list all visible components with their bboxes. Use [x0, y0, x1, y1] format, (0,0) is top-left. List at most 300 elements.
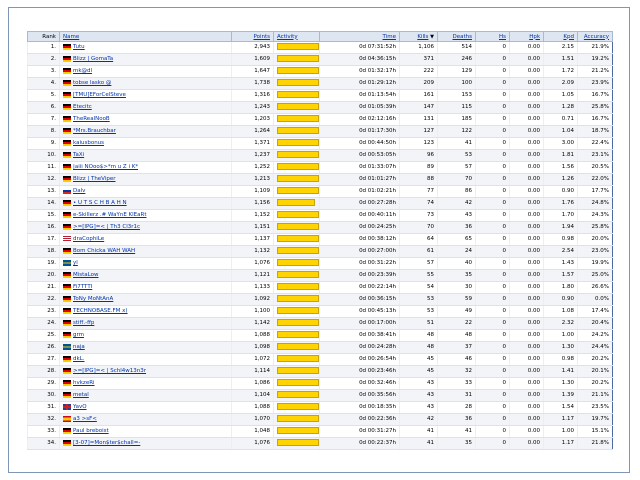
- activity-cell: [274, 102, 320, 114]
- hpk-cell: 0.00: [510, 354, 544, 366]
- activity-bar: [277, 235, 319, 242]
- deaths-cell: 35: [438, 270, 476, 282]
- kpd-cell: 1.76: [544, 198, 578, 210]
- deaths-cell: 35: [438, 438, 476, 450]
- deaths-cell: 43: [438, 210, 476, 222]
- activity-cell: [274, 42, 320, 54]
- activity-bar: [277, 283, 319, 290]
- accuracy-cell: 20.0%: [578, 234, 613, 246]
- headshots-cell: 0: [476, 126, 510, 138]
- kpd-cell: 1.28: [544, 102, 578, 114]
- sort-by-hpk-link[interactable]: Hpk: [529, 33, 540, 40]
- hpk-cell: 0.00: [510, 342, 544, 354]
- player-name-link[interactable]: metal: [73, 392, 89, 398]
- kpd-cell: 1.17: [544, 438, 578, 450]
- kills-cell: 41: [400, 426, 438, 438]
- rank-cell: 14.: [28, 198, 60, 210]
- player-cell: [60, 402, 232, 414]
- hpk-cell: 0.00: [510, 66, 544, 78]
- points-cell: 1,088: [232, 330, 274, 342]
- table-row: [28, 222, 613, 234]
- player-name-link[interactable]: >=[IPG]=< | Th3 Cl3r1c: [73, 224, 141, 230]
- kills-cell: 123: [400, 138, 438, 150]
- points-cell: 1,156: [232, 198, 274, 210]
- sort-by-kpd-link[interactable]: Kpd: [563, 33, 574, 40]
- kills-cell: 96: [400, 150, 438, 162]
- table-row: [28, 90, 613, 102]
- kpd-cell: 1.72: [544, 66, 578, 78]
- headshots-cell: 0: [476, 102, 510, 114]
- player-name-link[interactable]: [3-07]=Mon$ter$chall=-: [73, 440, 141, 446]
- accuracy-cell: 23.5%: [578, 402, 613, 414]
- headshots-cell: 0: [476, 390, 510, 402]
- activity-cell: [274, 402, 320, 414]
- hpk-cell: 0.00: [510, 294, 544, 306]
- hpk-cell: 0.00: [510, 150, 544, 162]
- deaths-cell: 40: [438, 258, 476, 270]
- player-name-link[interactable]: Tutu: [73, 44, 85, 50]
- kpd-cell: 1.17: [544, 414, 578, 426]
- country-flag-icon: [63, 296, 71, 302]
- player-name-link[interactable]: tobse lasko @: [73, 80, 112, 86]
- points-cell: 1,070: [232, 414, 274, 426]
- activity-bar: [277, 427, 319, 434]
- table-row: [28, 42, 613, 54]
- deaths-cell: 36: [438, 414, 476, 426]
- hpk-cell: 0.00: [510, 198, 544, 210]
- time-cell: 0d 00:53:05h: [320, 150, 400, 162]
- rank-cell: 11.: [28, 162, 60, 174]
- col-name[interactable]: [60, 32, 232, 42]
- kills-cell: 77: [400, 186, 438, 198]
- country-flag-icon: [63, 68, 71, 74]
- kpd-cell: 2.54: [544, 246, 578, 258]
- points-cell: 1,142: [232, 318, 274, 330]
- player-cell: [60, 258, 232, 270]
- activity-bar: [277, 79, 319, 86]
- activity-bar: [277, 379, 319, 386]
- player-name-link[interactable]: naja: [73, 344, 85, 350]
- player-name-link[interactable]: Dalv: [73, 188, 86, 194]
- headshots-cell: 0: [476, 246, 510, 258]
- points-cell: 1,152: [232, 210, 274, 222]
- country-flag-icon: [63, 176, 71, 182]
- country-flag-icon: [63, 308, 71, 314]
- rank-cell: 27.: [28, 354, 60, 366]
- deaths-cell: 32: [438, 366, 476, 378]
- headshots-cell: 0: [476, 138, 510, 150]
- accuracy-cell: 23.9%: [578, 78, 613, 90]
- time-cell: 0d 00:27:00h: [320, 246, 400, 258]
- time-cell: 0d 00:45:13h: [320, 306, 400, 318]
- points-cell: 1,264: [232, 126, 274, 138]
- deaths-cell: 48: [438, 330, 476, 342]
- kills-cell: 209: [400, 78, 438, 90]
- kills-cell: 131: [400, 114, 438, 126]
- headshots-cell: 0: [476, 162, 510, 174]
- kills-cell: 64: [400, 234, 438, 246]
- deaths-cell: 36: [438, 222, 476, 234]
- activity-cell: [274, 78, 320, 90]
- player-cell: [60, 378, 232, 390]
- activity-bar: [277, 199, 315, 206]
- kills-cell: 61: [400, 246, 438, 258]
- kills-cell: 57: [400, 258, 438, 270]
- hpk-cell: 0.00: [510, 246, 544, 258]
- hpk-cell: 0.00: [510, 366, 544, 378]
- player-name-link[interactable]: Bom Chicka WAH WAH: [73, 248, 136, 254]
- activity-bar: [277, 103, 319, 110]
- accuracy-cell: 25.8%: [578, 222, 613, 234]
- player-name-link[interactable]: • U T S C H B A H N: [73, 200, 127, 206]
- headshots-cell: 0: [476, 426, 510, 438]
- col-points[interactable]: [232, 32, 274, 42]
- accuracy-cell: 24.8%: [578, 198, 613, 210]
- col-rank-label: Rank: [42, 33, 56, 40]
- rank-cell: 29.: [28, 378, 60, 390]
- deaths-cell: 24: [438, 246, 476, 258]
- sort-by-kills-link[interactable]: Kills: [417, 33, 429, 40]
- player-name-link[interactable]: |aiii NOoo$>*m u Z i K*: [73, 164, 139, 170]
- rank-cell: 31.: [28, 402, 60, 414]
- time-cell: 0d 00:26:54h: [320, 354, 400, 366]
- rank-cell: 4.: [28, 78, 60, 90]
- player-name-link[interactable]: ToNy MoNtAnA: [73, 296, 114, 302]
- points-cell: 1,371: [232, 138, 274, 150]
- kills-cell: 41: [400, 438, 438, 450]
- activity-bar: [277, 55, 319, 62]
- table-row: [28, 282, 613, 294]
- activity-cell: [274, 318, 320, 330]
- player-name-link[interactable]: dkL.: [73, 356, 85, 362]
- hpk-cell: 0.00: [510, 426, 544, 438]
- accuracy-cell: 22.4%: [578, 138, 613, 150]
- rank-cell: 15.: [28, 210, 60, 222]
- country-flag-icon: [63, 356, 71, 362]
- sort-by-activity-link[interactable]: Activity: [277, 33, 298, 40]
- activity-cell: [274, 246, 320, 258]
- time-cell: 0d 01:05:39h: [320, 102, 400, 114]
- activity-cell: [274, 270, 320, 282]
- deaths-cell: 65: [438, 234, 476, 246]
- country-flag-icon: [63, 44, 71, 50]
- player-name-link[interactable]: TECHNOBASE.FM x): [73, 308, 128, 314]
- rank-cell: 20.: [28, 270, 60, 282]
- points-cell: 1,609: [232, 54, 274, 66]
- accuracy-cell: 19.2%: [578, 54, 613, 66]
- headshots-cell: 0: [476, 306, 510, 318]
- player-name-link[interactable]: grm: [73, 332, 85, 338]
- headshots-cell: 0: [476, 342, 510, 354]
- col-hs[interactable]: [476, 32, 510, 42]
- col-activity[interactable]: [274, 32, 320, 42]
- kpd-cell: 1.56: [544, 162, 578, 174]
- col-deaths[interactable]: [438, 32, 476, 42]
- activity-cell: [274, 66, 320, 78]
- player-cell: [60, 90, 232, 102]
- activity-cell: [274, 90, 320, 102]
- player-cell: [60, 282, 232, 294]
- player-name-link[interactable]: Blizz | GomaTa: [73, 56, 114, 62]
- accuracy-cell: 20.2%: [578, 354, 613, 366]
- deaths-cell: 514: [438, 42, 476, 54]
- time-cell: 0d 00:32:46h: [320, 378, 400, 390]
- points-cell: 1,121: [232, 270, 274, 282]
- points-cell: 1,086: [232, 378, 274, 390]
- accuracy-cell: 15.1%: [578, 426, 613, 438]
- accuracy-cell: 16.7%: [578, 90, 613, 102]
- activity-bar: [277, 163, 319, 170]
- time-cell: 0d 00:38:41h: [320, 330, 400, 342]
- kills-cell: 371: [400, 54, 438, 66]
- accuracy-cell: 16.7%: [578, 114, 613, 126]
- activity-cell: [274, 126, 320, 138]
- deaths-cell: 185: [438, 114, 476, 126]
- activity-bar: [277, 403, 319, 410]
- kills-cell: 48: [400, 330, 438, 342]
- player-cell: [60, 438, 232, 450]
- time-cell: 0d 00:18:35h: [320, 402, 400, 414]
- points-cell: 2,943: [232, 42, 274, 54]
- headshots-cell: 0: [476, 78, 510, 90]
- headshots-cell: 0: [476, 258, 510, 270]
- time-cell: 0d 00:38:12h: [320, 234, 400, 246]
- hpk-cell: 0.00: [510, 42, 544, 54]
- points-cell: 1,114: [232, 366, 274, 378]
- time-cell: 0d 01:29:12h: [320, 78, 400, 90]
- player-name-link[interactable]: e-Skillerz .# WaYnE KlEaRt: [73, 212, 147, 218]
- player-cell: [60, 342, 232, 354]
- sort-by-name-link[interactable]: Name: [63, 33, 80, 40]
- hpk-cell: 0.00: [510, 306, 544, 318]
- player-name-link[interactable]: yl: [73, 260, 78, 266]
- headshots-cell: 0: [476, 318, 510, 330]
- kills-cell: 161: [400, 90, 438, 102]
- country-flag-icon: [63, 92, 71, 98]
- table-row: [28, 426, 613, 438]
- player-name-link[interactable]: >=[IPG]=< | Schl4w13n3r: [73, 368, 147, 374]
- points-cell: 1,137: [232, 234, 274, 246]
- rank-cell: 16.: [28, 222, 60, 234]
- player-name-link[interactable]: MistaLow: [73, 272, 99, 278]
- player-name-link[interactable]: TheRealNooB: [73, 116, 110, 122]
- hpk-cell: 0.00: [510, 330, 544, 342]
- activity-bar: [277, 43, 319, 50]
- player-cell: [60, 42, 232, 54]
- country-flag-icon: [63, 260, 71, 266]
- time-cell: 0d 02:12:16h: [320, 114, 400, 126]
- rank-cell: 18.: [28, 246, 60, 258]
- country-flag-icon: [63, 344, 71, 350]
- points-cell: 1,072: [232, 354, 274, 366]
- col-kills[interactable]: [400, 32, 438, 42]
- rank-cell: 34.: [28, 438, 60, 450]
- deaths-cell: 115: [438, 102, 476, 114]
- kpd-cell: 1.41: [544, 366, 578, 378]
- player-name-link[interactable]: [TMU]EForCelSteve: [73, 92, 126, 98]
- country-flag-icon: [63, 404, 71, 410]
- country-flag-icon: [63, 140, 71, 146]
- hpk-cell: 0.00: [510, 378, 544, 390]
- rank-cell: 5.: [28, 90, 60, 102]
- kpd-cell: 1.51: [544, 54, 578, 66]
- activity-cell: [274, 54, 320, 66]
- kills-cell: 89: [400, 162, 438, 174]
- activity-cell: [274, 438, 320, 450]
- rank-cell: 26.: [28, 342, 60, 354]
- col-rank: [28, 32, 60, 42]
- col-time[interactable]: [320, 32, 400, 42]
- headshots-cell: 0: [476, 402, 510, 414]
- player-rankings-table: [27, 31, 613, 450]
- player-name-link[interactable]: Blizz | TheViper: [73, 176, 116, 182]
- activity-bar: [277, 127, 319, 134]
- deaths-cell: 30: [438, 282, 476, 294]
- country-flag-icon: [63, 368, 71, 374]
- col-kpd[interactable]: [544, 32, 578, 42]
- table-row: [28, 438, 613, 450]
- activity-cell: [274, 150, 320, 162]
- activity-bar: [277, 115, 319, 122]
- points-cell: 1,151: [232, 222, 274, 234]
- kpd-cell: 1.05: [544, 90, 578, 102]
- accuracy-cell: 19.9%: [578, 258, 613, 270]
- player-name-link[interactable]: kaiusbonus: [73, 140, 105, 146]
- player-name-link[interactable]: YavO: [73, 404, 87, 410]
- kills-cell: 43: [400, 390, 438, 402]
- table-row: [28, 294, 613, 306]
- activity-cell: [274, 114, 320, 126]
- time-cell: 0d 00:27:28h: [320, 198, 400, 210]
- player-cell: [60, 246, 232, 258]
- activity-cell: [274, 354, 320, 366]
- kpd-cell: 1.54: [544, 402, 578, 414]
- headshots-cell: 0: [476, 42, 510, 54]
- player-cell: [60, 174, 232, 186]
- activity-cell: [274, 222, 320, 234]
- player-name-link[interactable]: draCophiLe: [73, 236, 105, 242]
- sort-by-points-link[interactable]: Points: [253, 33, 270, 40]
- rank-cell: 22.: [28, 294, 60, 306]
- kills-cell: 51: [400, 318, 438, 330]
- sort-by-accuracy-link[interactable]: Accuracy: [583, 33, 609, 40]
- deaths-cell: 246: [438, 54, 476, 66]
- time-cell: 0d 00:22:36h: [320, 414, 400, 426]
- rank-cell: 25.: [28, 330, 60, 342]
- table-row: [28, 54, 613, 66]
- activity-bar: [277, 91, 319, 98]
- player-name-link[interactable]: stiff.-ffp: [73, 320, 95, 326]
- player-name-link[interactable]: Etecitc: [73, 104, 92, 110]
- country-flag-icon: [63, 236, 71, 242]
- deaths-cell: 22: [438, 318, 476, 330]
- points-cell: 1,133: [232, 282, 274, 294]
- rank-cell: 6.: [28, 102, 60, 114]
- player-name-link[interactable]: TaXi: [73, 152, 85, 158]
- activity-bar: [277, 367, 319, 374]
- kills-cell: 43: [400, 402, 438, 414]
- activity-bar: [277, 439, 319, 446]
- activity-bar: [277, 175, 319, 182]
- sort-by-deaths-link[interactable]: Deaths: [452, 33, 472, 40]
- kpd-cell: 0.98: [544, 234, 578, 246]
- player-name-link[interactable]: a3 >sF<: [73, 416, 97, 422]
- kpd-cell: 2.15: [544, 42, 578, 54]
- activity-cell: [274, 306, 320, 318]
- accuracy-cell: 20.1%: [578, 366, 613, 378]
- kills-cell: 74: [400, 198, 438, 210]
- player-cell: [60, 78, 232, 90]
- player-name-link[interactable]: Fi7TTTI: [73, 284, 93, 290]
- accuracy-cell: 17.7%: [578, 186, 613, 198]
- kills-cell: 127: [400, 126, 438, 138]
- hpk-cell: 0.00: [510, 210, 544, 222]
- sort-by-time-link[interactable]: Time: [382, 33, 396, 40]
- rank-cell: 28.: [28, 366, 60, 378]
- table-row: [28, 246, 613, 258]
- activity-cell: [274, 162, 320, 174]
- col-accuracy[interactable]: [578, 32, 613, 42]
- activity-bar: [277, 343, 319, 350]
- country-flag-icon: [63, 224, 71, 230]
- points-cell: 1,098: [232, 342, 274, 354]
- deaths-cell: 86: [438, 186, 476, 198]
- headshots-cell: 0: [476, 282, 510, 294]
- headshots-cell: 0: [476, 366, 510, 378]
- player-cell: [60, 390, 232, 402]
- accuracy-cell: 24.3%: [578, 210, 613, 222]
- time-cell: 0d 07:31:52h: [320, 42, 400, 54]
- player-cell: [60, 294, 232, 306]
- player-rows: [28, 42, 613, 450]
- table-row: [28, 66, 613, 78]
- table-row: [28, 174, 613, 186]
- points-cell: 1,100: [232, 306, 274, 318]
- table-row: [28, 114, 613, 126]
- player-name-link[interactable]: Paul breboist: [73, 428, 109, 434]
- rank-cell: 30.: [28, 390, 60, 402]
- accuracy-cell: 25.0%: [578, 270, 613, 282]
- activity-cell: [274, 282, 320, 294]
- hpk-cell: 0.00: [510, 186, 544, 198]
- table-header-row: [28, 32, 613, 42]
- activity-cell: [274, 198, 320, 210]
- country-flag-icon: [63, 128, 71, 134]
- kpd-cell: 1.80: [544, 282, 578, 294]
- col-hpk[interactable]: [510, 32, 544, 42]
- sort-by-hs-link[interactable]: Hs: [498, 33, 506, 40]
- player-name-link[interactable]: mk@dl: [73, 68, 93, 74]
- deaths-cell: 31: [438, 390, 476, 402]
- activity-cell: [274, 366, 320, 378]
- activity-cell: [274, 186, 320, 198]
- country-flag-icon: [63, 284, 71, 290]
- accuracy-cell: 20.4%: [578, 318, 613, 330]
- accuracy-cell: 21.2%: [578, 66, 613, 78]
- player-cell: [60, 138, 232, 150]
- deaths-cell: 33: [438, 378, 476, 390]
- player-name-link[interactable]: hvkzeRi: [73, 380, 95, 386]
- player-name-link[interactable]: *Mrs.Brauchbar: [73, 128, 116, 134]
- hpk-cell: 0.00: [510, 438, 544, 450]
- country-flag-icon: [63, 416, 71, 422]
- deaths-cell: 46: [438, 354, 476, 366]
- player-cell: [60, 198, 232, 210]
- table-row: [28, 390, 613, 402]
- activity-bar: [277, 211, 319, 218]
- activity-bar: [277, 391, 319, 398]
- country-flag-icon: [63, 428, 71, 434]
